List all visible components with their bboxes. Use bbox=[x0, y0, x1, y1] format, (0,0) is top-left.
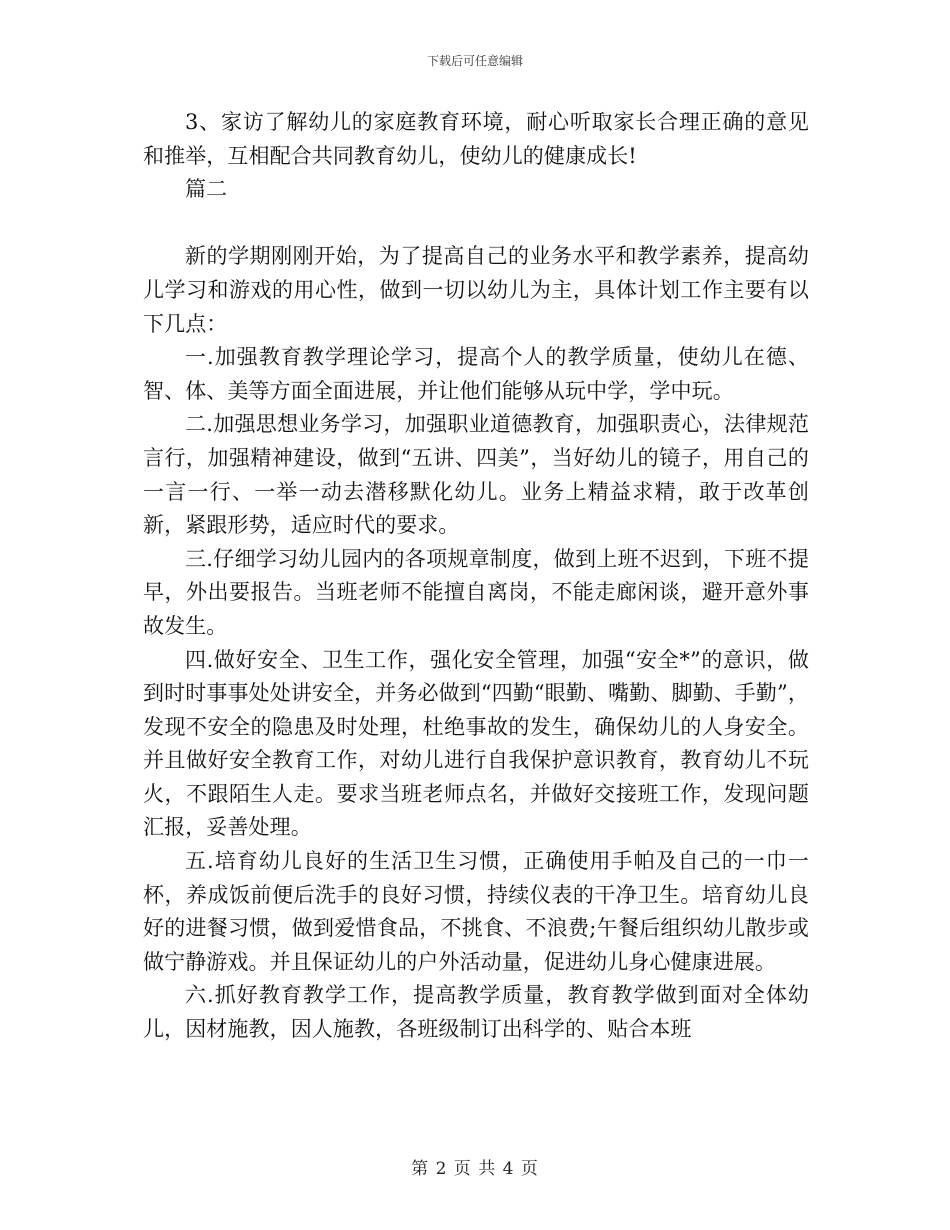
section-title: 篇二 bbox=[185, 177, 228, 202]
paragraph-item-3: 三.仔细学习幼儿园内的各项规章制度，做到上班不迟到，下班不提早，外出要报告。当班老师不能擅自离岗，不能走廊闲谈，避开意外事故发生。 bbox=[143, 546, 809, 638]
paragraph-item-1: 一.加强教育教学理论学习，提高个人的教学质量，使幼儿在德、智、体、美等方面全面进展，并让他们能够从玩中学，学中玩。 bbox=[143, 345, 809, 403]
blank-line bbox=[143, 207, 809, 241]
document-body bbox=[143, 106, 809, 1047]
paragraph-item-2: 二.加强思想业务学习，加强职业道德教育，加强职责心，法律规范言行，加强精神建设，做到“五讲、四美”，当好幼儿的镜子，用自己的一言一行、一举一动去潜移默化幼儿。业务上精益求精，敢于改革创新，紧跟形势，适应时代的要求。 bbox=[143, 412, 809, 538]
paragraph-home-visit: 3、家访了解幼儿的家庭教育环境，耐心听取家长合理正确的意见和推举，互相配合共同教育幼儿，使幼儿的健康成长! bbox=[143, 110, 809, 168]
page-header: 下载后可任意编辑 bbox=[426, 54, 523, 68]
paragraph-item-5: 五.培育幼儿良好的生活卫生习惯，正确使用手帕及自己的一巾一杯，养成饭前便后洗手的良好习惯，持续仪表的干净卫生。培育幼儿良好的进餐习惯，做到爱惜食品，不挑食、不浪费;午餐后组织幼儿散步或做宁静游戏。并且保证幼儿的户外活动量，促进幼儿身心健康进展。 bbox=[143, 849, 809, 974]
paragraph-item-6: 六.抓好教育教学工作，提高教学质量，教育教学做到面对全体幼儿，因材施教，因人施教，各班级制订出科学的、贴合本班 bbox=[143, 983, 809, 1042]
page-footer: 第 2 页 共 4 页 bbox=[411, 1159, 539, 1179]
paragraph-item-4: 四.做好安全、卫生工作，强化安全管理，加强“安全*”的意识，做到时时事事处处讲安全，并务必做到“四勤“眼勤、嘴勤、脚勤、手勤”，发现不安全的隐患及时处理，杜绝事故的发生，确保幼儿的人身安全。并且做好安全教育工作，对幼儿进行自我保护意识教育，教育幼儿不玩火，不跟陌生人走。要求当班老师点名，并做好交接班工作，发现问题汇报，妥善处理。 bbox=[143, 647, 809, 840]
paragraph-intro: 新的学期刚刚开始，为了提高自己的业务水平和教学素养，提高幼儿学习和游戏的用心性，做到一切以幼儿为主，具体计划工作主要有以下几点： bbox=[143, 244, 809, 336]
